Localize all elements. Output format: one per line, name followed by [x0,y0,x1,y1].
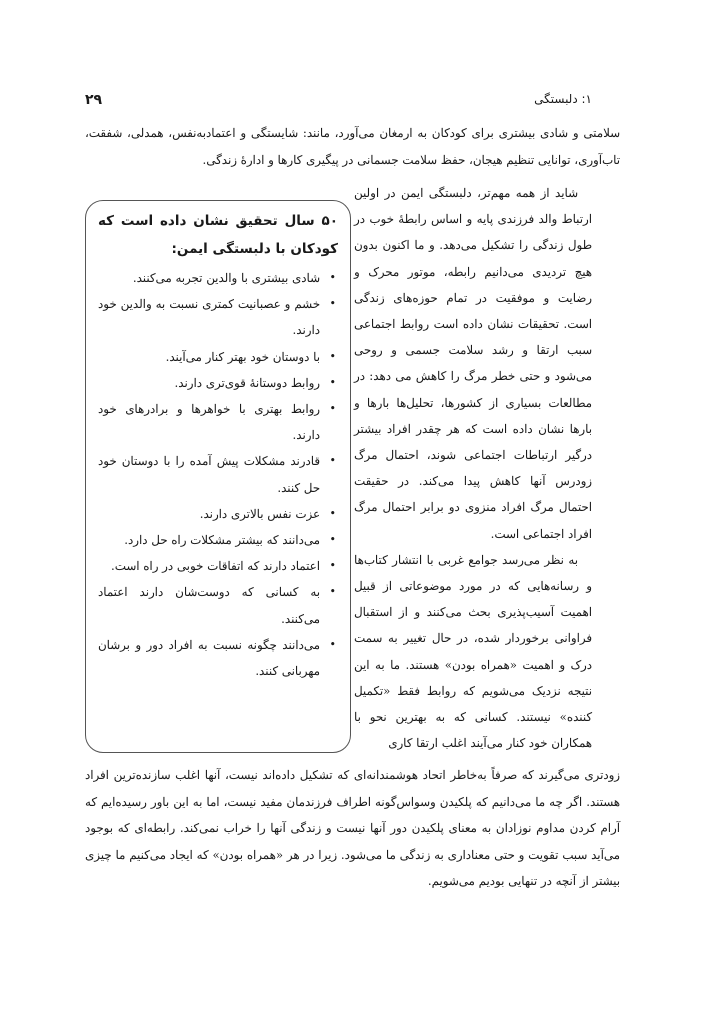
finding-text: روابط دوستانهٔ قوی‌تری دارند. [174,375,320,390]
finding-text: قادرند مشکلات پیش آمده را با دوستان خود حل کنند. [98,454,320,495]
intro-text-block [85,120,620,173]
finding-item [98,291,338,343]
bullet-icon: • [329,375,336,389]
finding-text: می‌دانند که بیشتر مشکلات راه حل دارد. [124,533,320,548]
finding-text: روابط بهتری با خواهرها و برادرهای خود دارند. [98,402,320,443]
finding-item [98,370,338,396]
bullet-icon: • [329,297,336,311]
column-paragraph-2: به نظر می‌رسد جوامع غربی با انتشار کتاب‌ها و رسانه‌هایی که در مورد موضوعاتی از قبیل اهمیت آسیب‌پذیری بحث می‌کنند و از استقبال فراوانی برخوردار شده، در حال تغییر به سمت درک و اهمیت «همراه بودن» هستند. ما به این نتیجه نزدیک می‌شویم که روابط فقط «تکمیل کننده» نیستند. کسانی که به بهترین نحو با همکاران خود کنار می‌آیند اغلب ارتقا کاری [354,552,592,751]
research-findings-box [85,200,351,753]
closing-text-block [85,762,620,895]
finding-text: شادی بیشتری با والدین تجربه می‌کنند. [132,271,320,285]
finding-item [98,501,338,527]
finding-text: عزت نفس بالاتری دارند. [199,506,320,521]
finding-text: اعتماد دارند که اتفاقات خوبی در راه است. [110,559,320,574]
finding-item [98,553,338,579]
running-header [85,92,592,114]
bullet-icon: • [329,506,336,520]
box-title: ۵۰ سال تحقیق نشان داده است که کودکان با دلبستگی ایمن: [98,213,338,257]
finding-text: به کسانی که دوست‌شان دارند اعتماد می‌کنند. [98,585,320,626]
finding-text: با دوستان خود بهتر کنار می‌آیند. [165,349,320,364]
bullet-icon: • [329,585,336,599]
closing-paragraph: زودتری می‌گیرند که صرفاً به‌خاطر اتحاد هوشمندانه‌ای که تشکیل داده‌اند نیست، آنها اغلب سازنده‌ترین افراد هستند. اگر چه ما می‌دانیم که پلکیدن وسواس‌گونه اطراف فرزندمان مفید نیست، اما به این باور رسیده‌ایم که آرام کردن مداوم نوزادان به معنای پلکیدن دور آنها نیست و زندگی آنها را خراب نمی‌کند. رابطه‌ای که بوجود می‌آید سبب تقویت و حتی معناداری به زندگی ما می‌شود. زیرا در هر «همراه بودن» که ایجاد می‌کنیم ما چیزی بیشتر از آنچه در تنهایی بودیم می‌شویم. [85,768,621,888]
bullet-icon: • [329,271,336,284]
bullet-icon: • [329,402,336,416]
finding-item [98,396,338,448]
finding-text: می‌دانند چگونه نسبت به افراد دور و برشان مهربانی کنند. [98,637,320,679]
finding-item [98,448,338,500]
column-paragraph-1: شاید از همه مهم‌تر، دلبستگی ایمن در اولین ارتباط والد فرزندی پایه و اساس رابطهٔ خوب در طول زندگی را تشکیل می‌دهد. و ما اکنون بدون هیچ تردیدی می‌دانیم رابطه، موتور محرک و رضایت و موفقیت در تمام حوزه‌های زندگی است. تحقیقات نشان داده است روابط اجتماعی سبب ارتقا و رشد سلامت جسمی و روحی می‌شود و حتی خطر مرگ را کاهش می دهد: در مطالعات بسیاری از کشورها، تحلیل‌ها بارها و بارها نشان داده است که هر چقدر افراد بیشتر درگیر ارتباطات اجتماعی شوند، احتمال مرگ زودرس آنها کاهش پیدا می‌کند. در حقیقت احتمال مرگ افراد منزوی دو برابر احتمال مرگ افراد اجتماعی است. [354,186,592,541]
finding-item [98,527,338,553]
findings-list [98,265,338,684]
right-text-column [354,180,592,756]
page-number: ۲۹ [85,92,103,108]
chapter-running-title: ۱: دلبستگی [534,92,592,106]
finding-item [98,265,338,291]
finding-item [98,632,338,684]
bullet-icon: • [329,349,336,363]
bullet-icon: • [329,637,336,651]
bullet-icon: • [329,454,336,468]
bullet-icon: • [329,559,336,573]
finding-item [98,344,338,370]
intro-paragraph: سلامتی و شادی بیشتری برای کودکان به ارمغان می‌آورد، مانند: شایستگی و اعتمادبه‌نفس، همدلی، شفقت، تاب‌آوری، توانایی تنظیم هیجان، حفظ سلامت جسمانی در پیگیری کارها و ادارهٔ زندگی. [85,126,620,167]
bullet-icon: • [329,533,336,547]
finding-item [98,579,338,631]
finding-text: خشم و عصبانیت کمتری نسبت به والدین خود دارند. [98,297,320,338]
